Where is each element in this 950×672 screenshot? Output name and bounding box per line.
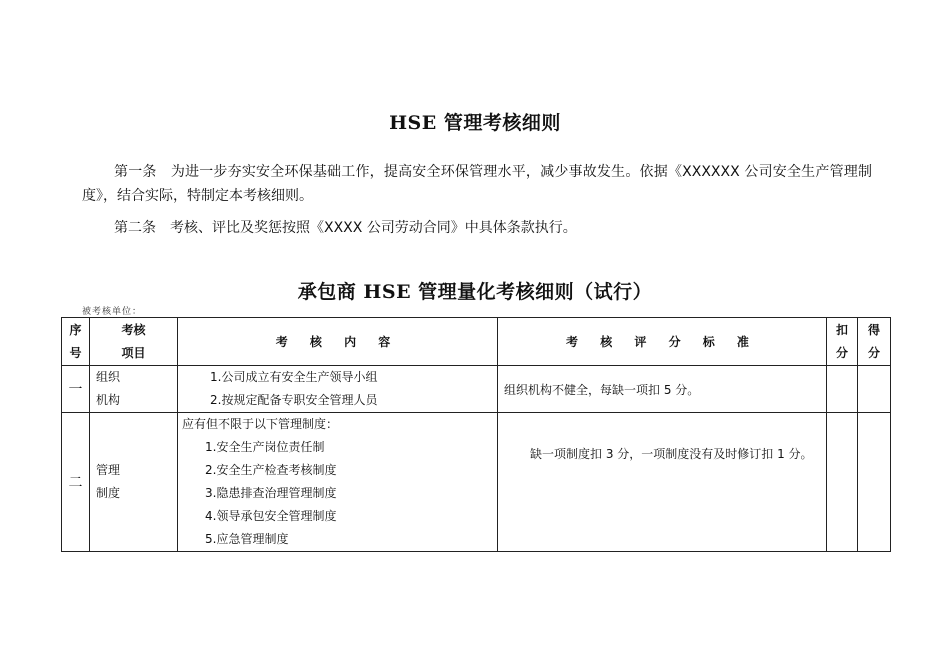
row-score-cell[interactable] <box>858 366 891 413</box>
row-deduct-cell[interactable] <box>827 413 858 552</box>
header-seq: 序 号 <box>62 318 90 366</box>
article-1: 第一条 为进一步夯实安全环保基础工作，提高安全环保管理水平，减少事故发生。依据《XXXXXX 公司安全生产管理制度》，结合实际，特制定本考核细则。 <box>82 164 872 204</box>
row-criteria: 缺一项制度扣 3 分，一项制度没有及时修订扣 1 分。 <box>498 413 827 552</box>
table-title: 承包商 HSE 管理量化考核细则（试行） <box>297 281 653 303</box>
row-item: 组织 机构 <box>90 366 178 413</box>
assessed-unit-label: 被考核单位： <box>82 307 143 317</box>
row-score-cell[interactable] <box>858 413 891 552</box>
row-seq: 二 <box>62 413 90 552</box>
row-item: 管理 制度 <box>90 413 178 552</box>
header-item: 考核 项目 <box>90 318 178 366</box>
header-deduct: 扣 分 <box>827 318 858 366</box>
row-seq: 一 <box>62 366 90 413</box>
header-score: 得 分 <box>858 318 891 366</box>
table-header-row <box>62 318 891 366</box>
assessment-table <box>61 317 891 552</box>
header-criteria: 考 核 评 分 标 准 <box>498 318 827 366</box>
table-row <box>62 366 891 413</box>
row-content: 1.公司成立有安全生产领导小组 2.按规定配备专职安全管理人员 <box>178 366 498 413</box>
document-title: HSE 管理考核细则 <box>389 112 561 134</box>
row-deduct-cell[interactable] <box>827 366 858 413</box>
table-row <box>62 413 891 552</box>
header-content: 考 核 内 容 <box>178 318 498 366</box>
article-2: 第二条 考核、评比及奖惩按照《XXXX 公司劳动合同》中具体条款执行。 <box>114 220 577 236</box>
row-criteria: 组织机构不健全，每缺一项扣 5 分。 <box>498 366 827 413</box>
row-content: 应有但不限于以下管理制度： 1.安全生产岗位责任制 2.安全生产检查考核制度 3.隐患排查治理管理制度 4.领导承包安全管理制度 5.应急管理制度 <box>178 413 498 552</box>
